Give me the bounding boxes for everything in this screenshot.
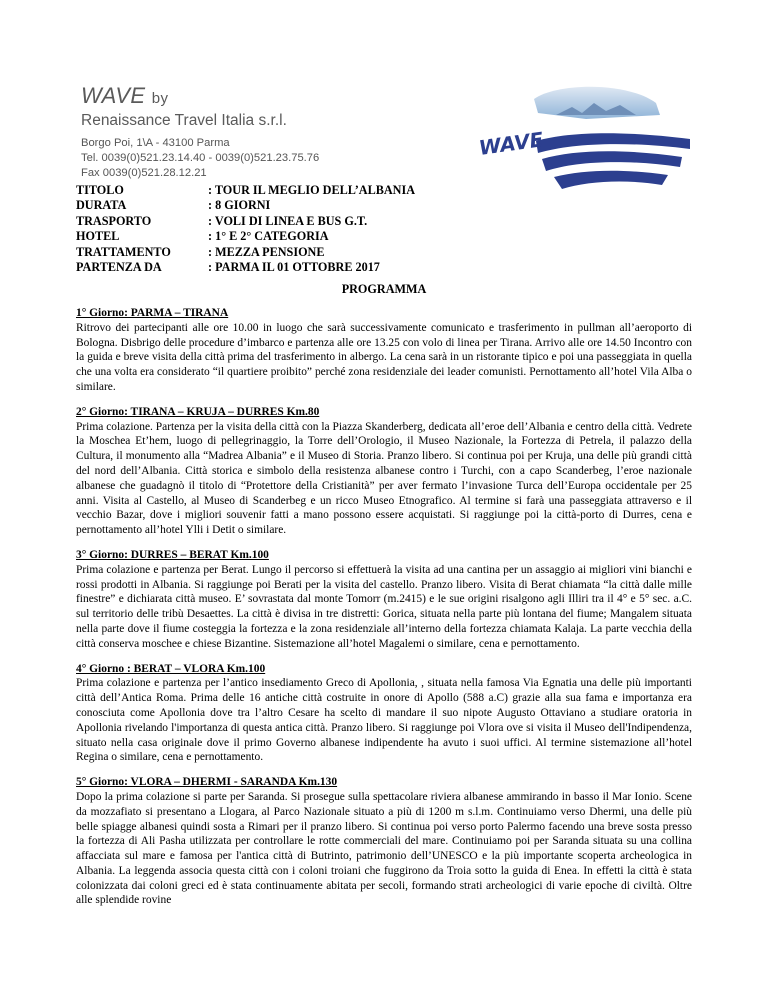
meta-row-titolo: TITOLO : TOUR IL MEGLIO DELL’ALBANIA bbox=[76, 183, 416, 197]
program-heading: PROGRAMMA bbox=[341, 282, 427, 296]
meta-row-durata: DURATA : 8 GIORNI bbox=[76, 198, 271, 213]
day-title: 1° Giorno: PARMA – TIRANA bbox=[76, 307, 229, 319]
meta-row-partenza: PARTENZA DA : PARMA IL 01 OTTOBRE 2017 bbox=[76, 260, 380, 275]
wave-logo bbox=[476, 85, 694, 197]
day-text: Prima colazione e partenza per l’antico insediamento Greco di Apollonia, , situata nella famosa Via Egnatia una delle più importanti città dell’Antica Roma. Prima delle 16 antiche città costruite in onore di Apollo (588 a.C) grazie alla sua fama e importanza era conosciuta come Apollonia dove tra l’altro Cesare ha scelto di mandare il suo nipote Augusto Ottaviano a studiare oratoria in Apollonia rivelando l'importanza di questa antica città. Pranzo libero. Si raggiunge poi Vlora ove si visita il Museo dell'Indipendenza, situato nella casa originale dove il primo Governo albanese indipendente ha avuto i suoi uffici. Al termine sistemazione all’hotel Regina o similare, cena e pernottamento. bbox=[76, 677, 692, 764]
day-title: 2° Giorno: TIRANA – KRUJA – DURRES Km.80 bbox=[76, 405, 320, 418]
trip-summary bbox=[76, 183, 415, 275]
day-3 bbox=[76, 548, 692, 652]
meta-row-trattamento: TRATTAMENTO : MEZZA PENSIONE bbox=[76, 244, 325, 259]
day-text: Prima colazione e partenza per Berat. Lungo il percorso si effettuerà la visita ad una cantina per un assaggio ai migliori vini bianchi e rossi prodotti in Albania. Si raggiunge poi Berati per la visita del castello. Pranzo libero. Visita di Berat chiamata “la città dalle mille finestre” e dichiarata città museo. E’ sovrastata dal monte Tomorr (m.2415) e le sue origini risalgono agli Illiri tra il 4° e 5° sec. a.C. sul territorio delle tribù Desaettes. La città è divisa in tre distretti: Gorica, situata nella parte più lontana del fiume; Mangalem situata nella parte dove il fiume costeggia la fortezza e la zona residenziale all’interno della fortezza chiamata Kalaja. La parte vecchia della città conserva moschee e chiese Bizantine. Sistemazione all’hotel Magalemi o similare, cena e pernottamento. bbox=[76, 563, 692, 650]
company-fax: Fax 0039(0)521.28.12.21 bbox=[81, 167, 207, 179]
day-2 bbox=[76, 405, 692, 538]
company-tel: Tel. 0039(0)521.23.14.40 - 0039(0)521.23.75.76 bbox=[81, 152, 320, 164]
letterhead bbox=[81, 84, 381, 181]
company-name: Renaissance Travel Italia s.r.l. bbox=[81, 112, 287, 129]
day-5 bbox=[76, 775, 692, 908]
day-title: 3° Giorno: DURRES – BERAT Km.100 bbox=[76, 548, 269, 561]
day-title: 5° Giorno: VLORA – DHERMI - SARANDA Km.130 bbox=[76, 776, 338, 789]
day-title: 4° Giorno : BERAT – VLORA Km.100 bbox=[76, 662, 266, 675]
day-4 bbox=[76, 662, 692, 766]
program-days bbox=[76, 306, 692, 918]
svg-text:WAVE: WAVE bbox=[477, 127, 545, 160]
meta-row-trasporto: TRASPORTO : VOLI DI LINEA E BUS G.T. bbox=[76, 213, 368, 228]
day-text: Prima colazione. Partenza per la visita della città con la Piazza Skanderberg, dedicata all’eroe dell’Albania e centro della città. Vedrete la Moschea Et’hem, luogo di pellegrinaggio, la Torre dell’Orologio, il Museo Nazionale, la Fortezza di Petrela, il palazzo della Cultura, il monumento alla “Madrea Albania” e il Museo di Storia. Pranzo libero. Si continua poi per Kruja, una delle più grandi città del nord dell’Albania. Città storica e simbolo della resistenza albanese contro i Turchi, con a capo Scanderbeg, l’eroe nazionale albanese che guadagnò il titolo di “Protettore della Cristianità” per aver fermato l’invasione Turca dell’Europa occidentale per 25 anni. Visita al Castello, al Museo di Scanderbeg e un ricco Museo Etnografico. Al termine si farà una passeggiata attraverso e il vecchio Bazar, dove i migliori souvenir fatti a mano possono essere acquistati. Si raggiunge poi la città-porto di Durres, cena e pernottamento all’hotel Ylli i Detit o similare. bbox=[76, 420, 692, 537]
day-text: Dopo la prima colazione si parte per Saranda. Si prosegue sulla spettacolare riviera albanese ammirando in basso il Mar Ionio. Scene da mozzafiato si presentano a Llogara, al Parco Nazionale situato a più di 1200 m s.l.m. Continuiamo verso Dhermi, una delle più belle spiagge albanesi quindi sosta a Rimari per il pranzo libero. Si continua poi verso porto Palermo facendo una breve sosta presso la fortezza di Ali Pasha utilizzata per controllare le rotte commerciali del mare. Continuiamo poi per Saranda situata su una collina affacciata sul mare e famosa per l'antica città di Butrinto, patrimonio dell’UNESCO e la più importante scoperta archeologica in Albania. La leggenda associa questa città con i coloni troiani che fuggirono da Troia sotto la guida di Enea. In effetti la città è stata colonizzata dai coloni greci ed è stata continuamente abitata per secoli, formando strati archeologici di varie epoche di civiltà. Oltre alle splendide rovine bbox=[76, 790, 692, 907]
company-address: Borgo Poi, 1\A - 43100 Parma bbox=[81, 137, 230, 149]
meta-row-hotel: HOTEL : 1° E 2° CATEGORIA bbox=[76, 229, 329, 244]
day-1 bbox=[76, 306, 692, 395]
brand-name: WAVE by bbox=[81, 83, 169, 108]
day-text: Ritrovo dei partecipanti alle ore 10.00 in luogo che sarà successivamente comunicato e trasferimento in pullman all’aeroporto di Bologna. Disbrigo delle procedure d’imbarco e partenza alle ore 13.25 con volo di linea per Tirana. Arrivo alle ore 14.50 Incontro con la guida e breve visita della città prima del trasferimento in albergo. La cena sarà in un ristorante tipico e poi una passeggiata in quella che una volta era considerato “il quartiere proibito” perché zona residenziale dei leader comunisti. Pernottamento all’hotel Vila Alba o similare. bbox=[76, 321, 692, 393]
